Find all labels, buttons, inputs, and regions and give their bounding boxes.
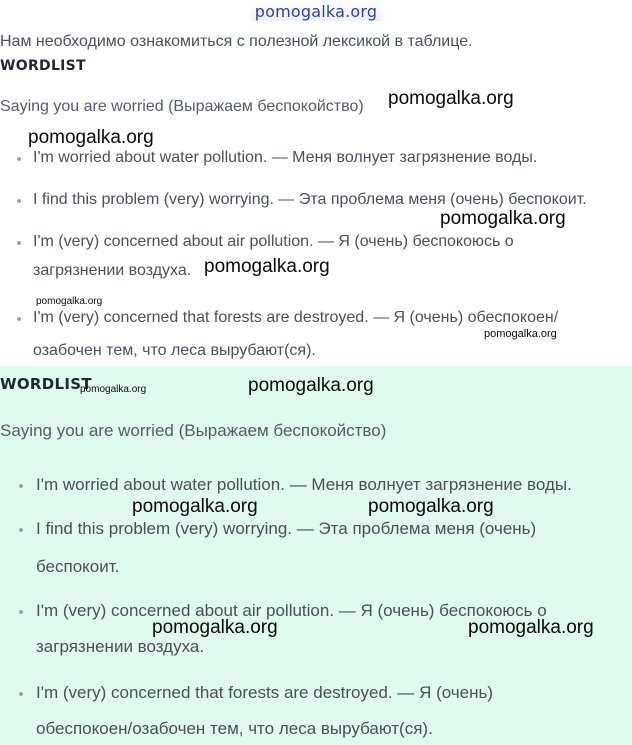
- section1-item-3-line-1: I'm (very) concerned about air pollution. — Я (очень) беспокоюсь о: [33, 233, 514, 250]
- site-header-text[interactable]: pomogalka.org: [251, 2, 381, 21]
- section1-item-1-line-1: I'm worried about water pollution. — Меня волнует загрязнение воды.: [33, 149, 538, 166]
- section2-item-1-line-1: I'm worried about water pollution. — Меня волнует загрязнение воды.: [36, 475, 572, 494]
- section2-item-2-line-2: беспокоит.: [36, 557, 120, 576]
- watermark: pomogalka.org: [80, 384, 147, 395]
- watermark: pomogalka.org: [132, 496, 258, 517]
- watermark: pomogalka.org: [204, 256, 330, 277]
- bullet-icon: [17, 157, 21, 161]
- watermark: pomogalka.org: [368, 496, 494, 517]
- section1-item-2-line-1: I find this problem (very) worrying. — Эта проблема меня (очень) беспокоит.: [33, 191, 587, 208]
- section1-subtitle: Saying you are worried (Выражаем беспокойство): [0, 98, 364, 115]
- bullet-icon: [17, 241, 21, 245]
- section2-item-2-line-1: I find this problem (very) worrying. — Эта проблема меня (очень): [36, 519, 537, 538]
- watermark: pomogalka.org: [248, 375, 374, 396]
- intro-text: Нам необходимо ознакомиться с полезной лексикой в таблице.: [0, 33, 473, 50]
- section2-item-4-line-1: I'm (very) concerned that forests are destroyed. — Я (очень): [36, 683, 494, 702]
- wordlist-heading-2: WORDLIST: [0, 375, 92, 393]
- wordlist-heading-1: WORDLIST: [0, 58, 86, 74]
- watermark: pomogalka.org: [468, 617, 594, 638]
- bullet-icon: [19, 528, 23, 532]
- bullet-icon: [17, 317, 21, 321]
- watermark: pomogalka.org: [388, 88, 514, 109]
- section2-subtitle: Saying you are worried (Выражаем беспокойство): [0, 421, 387, 440]
- watermark: pomogalka.org: [28, 127, 154, 148]
- section2-item-3-line-1: I'm (very) concerned about air pollution. — Я (очень) беспокоюсь о: [36, 601, 547, 620]
- bullet-icon: [19, 484, 23, 488]
- bullet-icon: [17, 199, 21, 203]
- section2-item-3-line-2: загрязнении воздуха.: [36, 637, 205, 656]
- section1-item-4-line-1: I'm (very) concerned that forests are destroyed. — Я (очень) обеспокоен/: [33, 309, 559, 326]
- bullet-icon: [19, 610, 23, 614]
- section1-item-4-line-2: озабочен тем, что леса вырубают(ся).: [33, 342, 316, 359]
- watermark: pomogalka.org: [36, 296, 103, 307]
- bullet-icon: [19, 692, 23, 696]
- site-header[interactable]: [0, 2, 632, 21]
- watermark: pomogalka.org: [152, 617, 278, 638]
- watermark: pomogalka.org: [484, 328, 557, 340]
- watermark: pomogalka.org: [440, 208, 566, 229]
- section1-item-3-line-2: загрязнении воздуха.: [33, 262, 192, 279]
- section2-item-4-line-2: обеспокоен/озабочен тем, что леса вырубают(ся).: [36, 719, 433, 738]
